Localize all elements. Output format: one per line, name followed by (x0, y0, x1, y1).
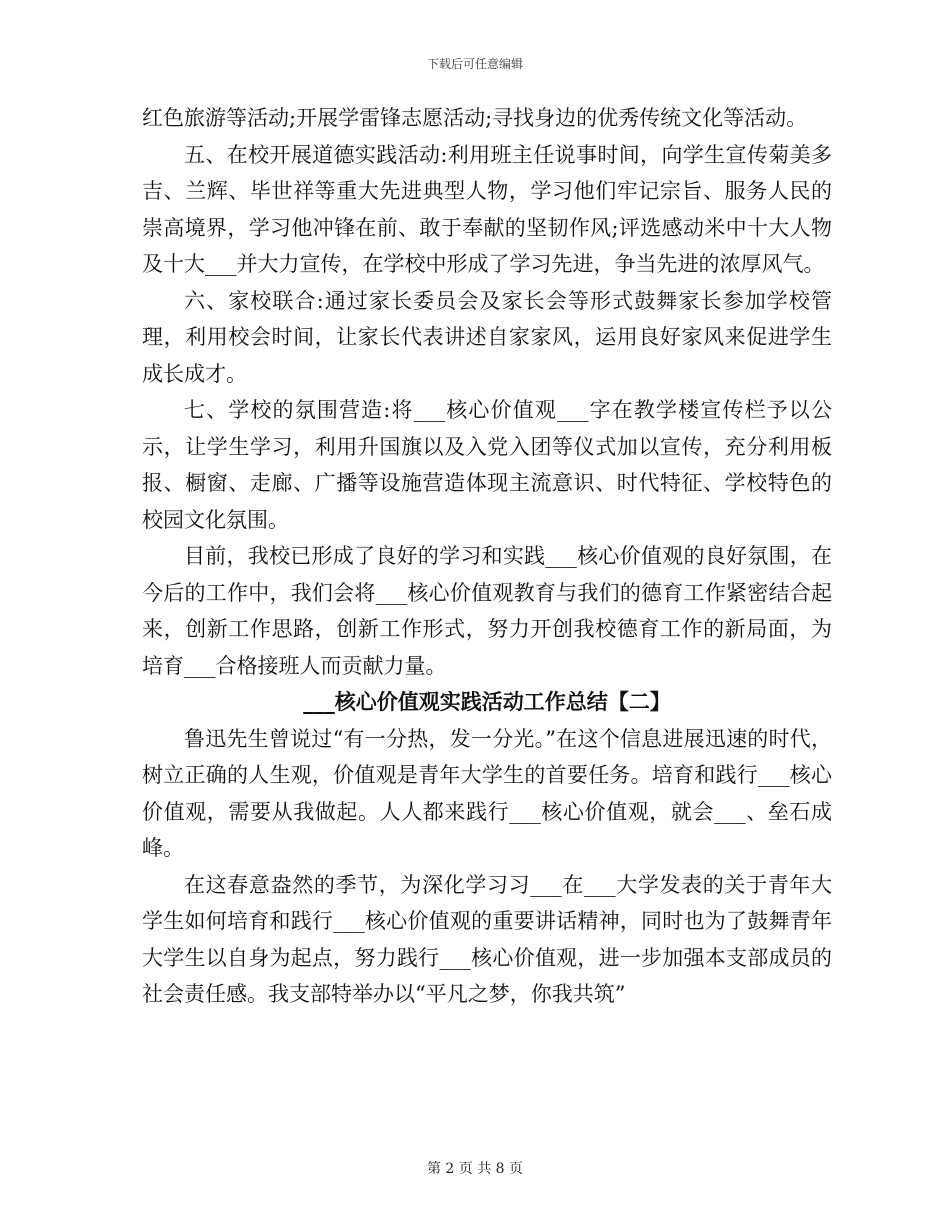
page-number: 第 2 页 共 8 页 (426, 1161, 524, 1177)
paragraph-atmosphere: 七、学校的氛围营造:将___核心价值观___字在教学楼宣传栏予以公示，让学生学习，利用升国旗以及入党入团等仪式加以宣传，充分利用板报、橱窗、走廊、广播等设施营造体现主流意识、时代特征、学校特色的校园文化氛围。 (142, 398, 832, 532)
paragraph-home-school: 六、家校联合:通过家长委员会及家长会等形式鼓舞家长参加学校管理，利用校会时间，让家长代表讲述自家家风，运用良好家风来促进学生成长成才。 (142, 288, 832, 386)
paragraph-moral-practice: 五、在校开展道德实践活动:利用班主任说事时间，向学生宣传菊美多吉、兰辉、毕世祥等重大先进典型人物，学习他们牢记宗旨、服务人民的崇高境界，学习他冲锋在前、敢于奉献的坚韧作风;评选感动米中十大人物及十大___并大力宣传，在学校中形成了学习先进，争当先进的浓厚风气。 (142, 142, 832, 276)
paragraph-continuation: 红色旅游等活动;开展学雷锋志愿活动;寻找身边的优秀传统文化等活动。 (142, 106, 808, 130)
page-header: 下载后可任意编辑 (426, 57, 523, 71)
section-title: ___核心价值观实践活动工作总结【二】 (303, 689, 671, 714)
document-body (142, 100, 832, 1013)
section-paragraph-spring: 在这春意盎然的季节，为深化学习习___在___大学发表的关于青年大学生如何培育和践行___核心价值观的重要讲话精神，同时也为了鼓舞青年大学生以自身为起点，努力践行___核心价值观，进一步加强本支部成员的社会责任感。我支部特举办以“平凡之梦，你我共筑” (142, 872, 832, 1006)
paragraph-summary: 目前，我校已形成了良好的学习和实践___核心价值观的良好氛围，在今后的工作中，我们会将___核心价值观教育与我们的德育工作紧密结合起来，创新工作思路，创新工作形式，努力开创我校德育工作的新局面，为培育___合格接班人而贡献力量。 (142, 544, 832, 678)
section-paragraph-intro: 鲁迅先生曾说过“有一分热，发一分光。”在这个信息进展迅速的时代，树立正确的人生观，价值观是青年大学生的首要任务。培育和践行___核心价值观，需要从我做起。人人都来践行___核心价值观，就会___、垒石成峰。 (142, 726, 832, 860)
